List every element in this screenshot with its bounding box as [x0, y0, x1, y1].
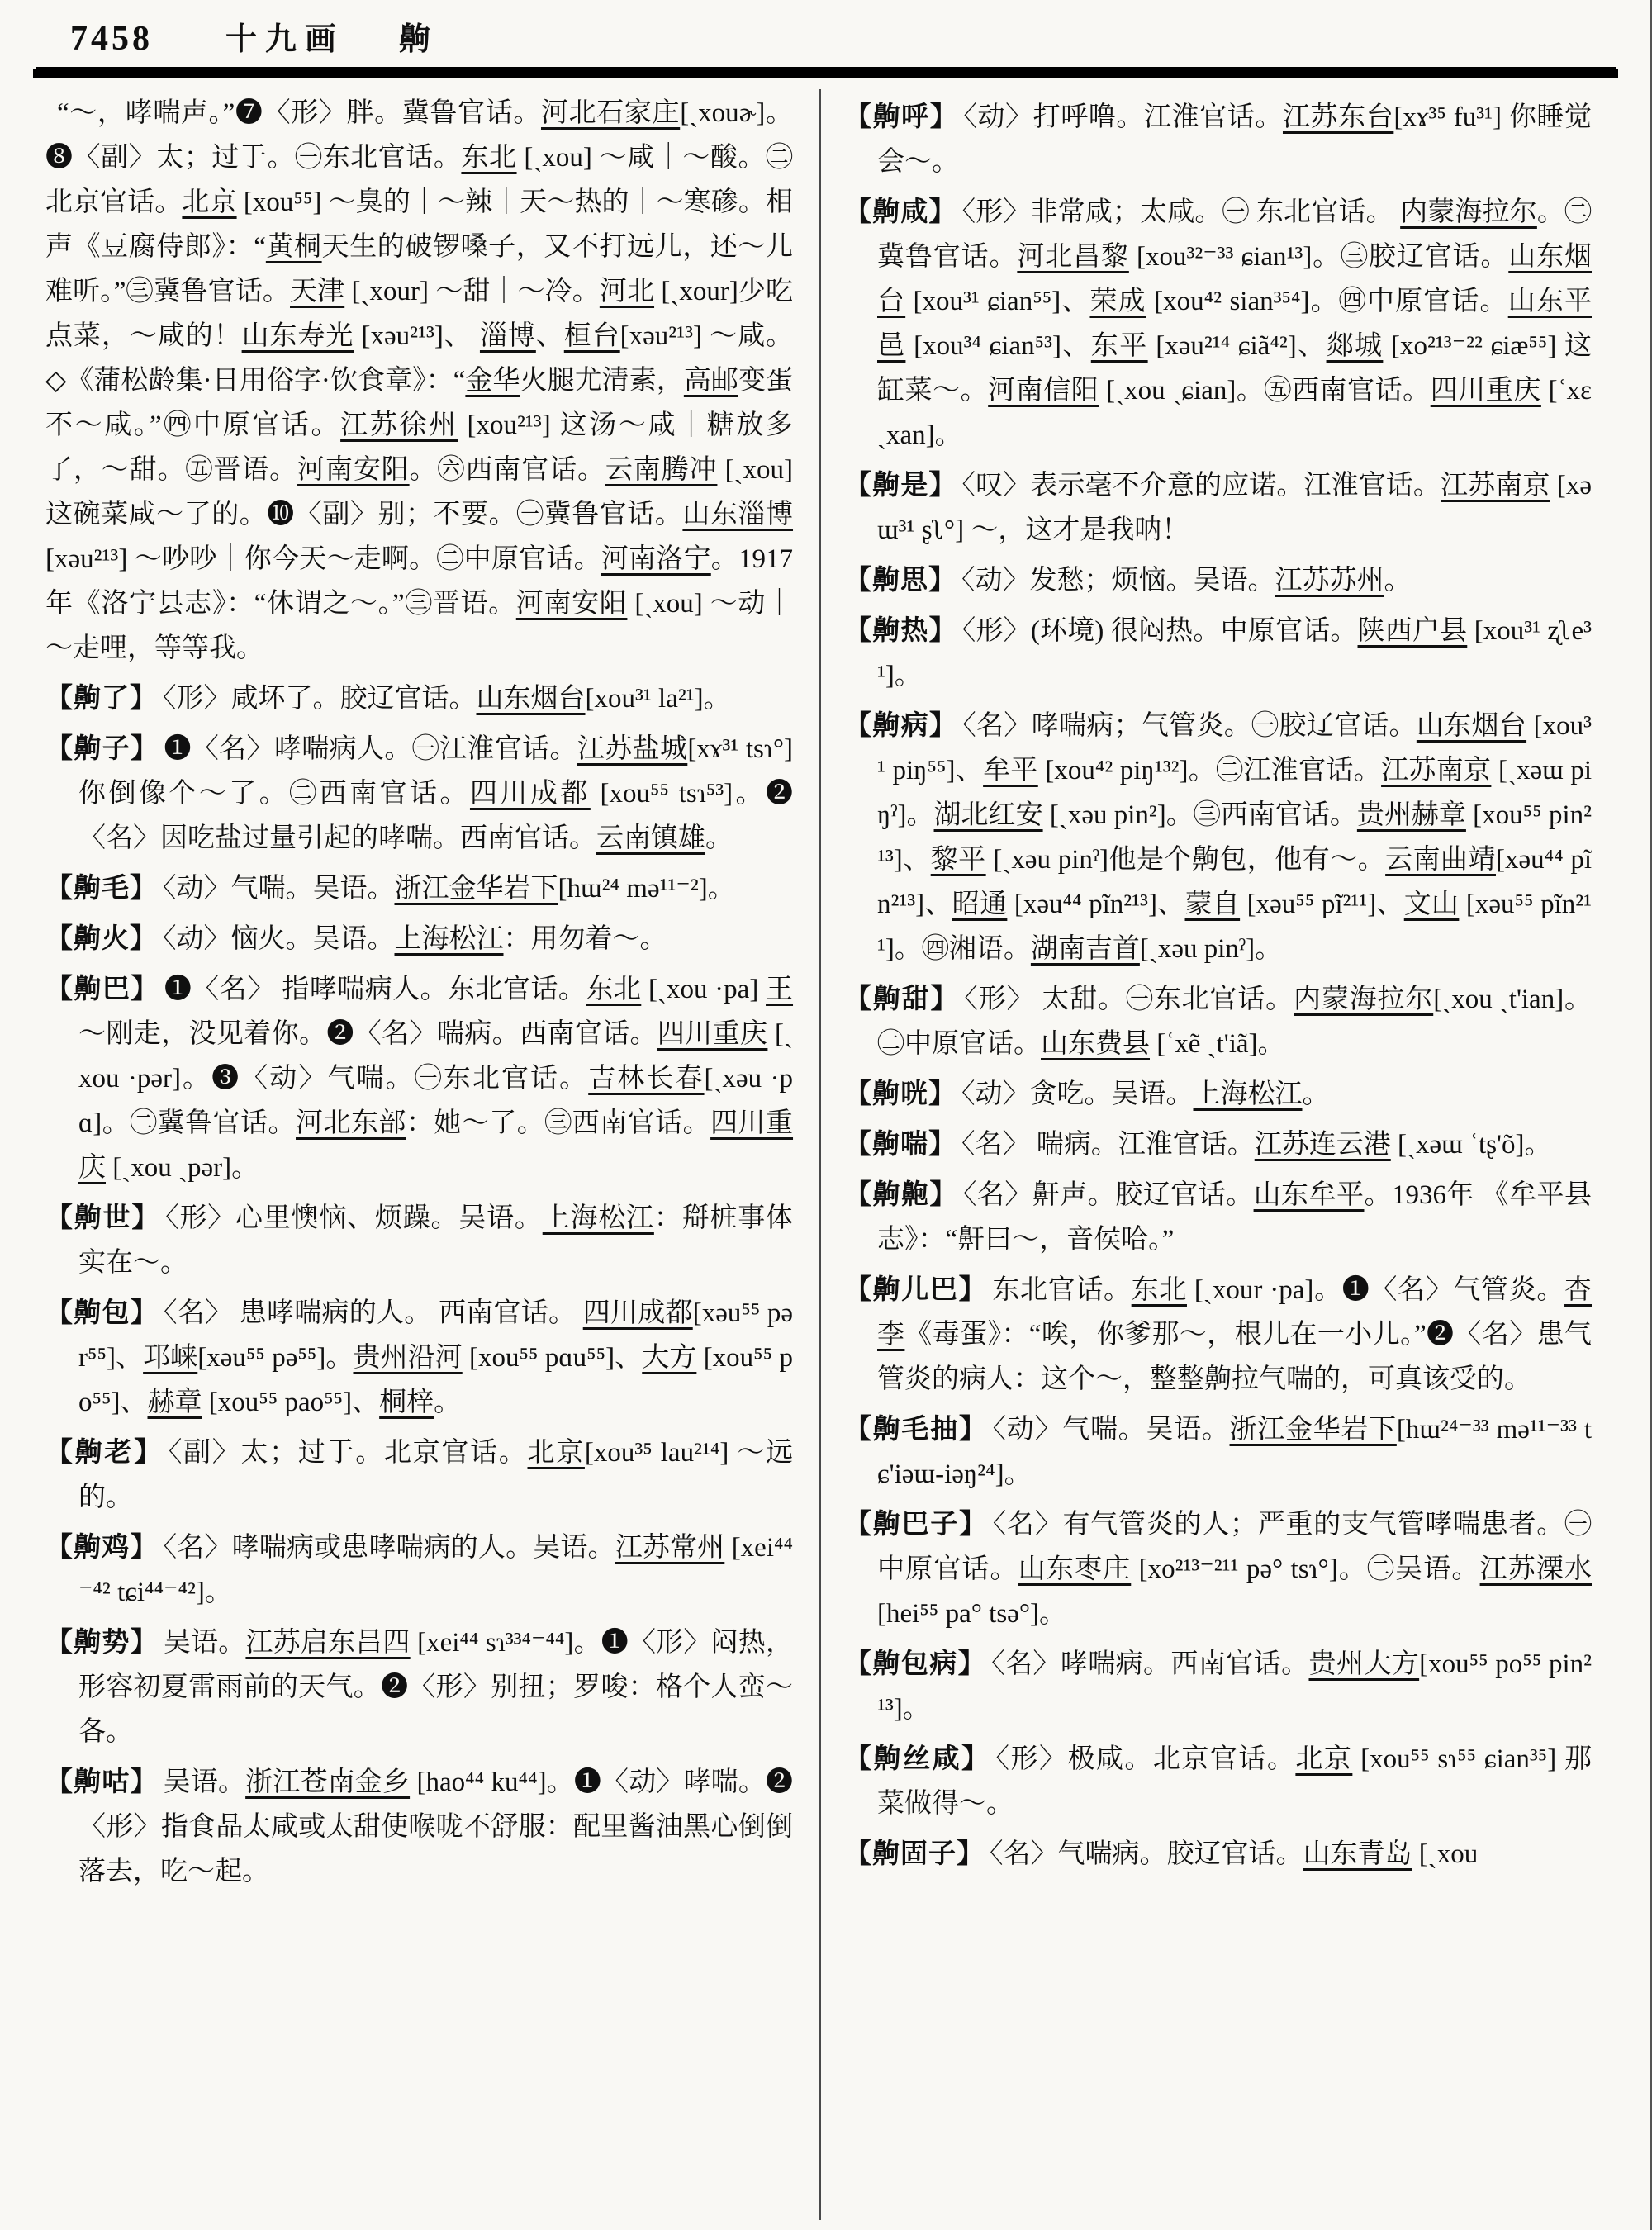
page-header	[0, 0, 1650, 59]
entry-headword: 【齁鸡】	[45, 1533, 159, 1563]
place-name: 云南腾冲	[605, 455, 718, 485]
entry-headword: 【齁热】	[844, 616, 957, 646]
dict-entry: 【齁老】 〈副〉太；过于。北京官话。北京[xou³⁵ lau²¹⁴] ～远的。	[45, 1438, 794, 1512]
entry-headword: 【齁喘】	[844, 1130, 957, 1160]
place-name: 河南安阳	[297, 455, 410, 485]
entry-headword: 【齁咕】	[45, 1767, 159, 1797]
entry-headword: 【齁咸】	[844, 197, 957, 227]
place-name: 北京	[527, 1438, 585, 1468]
place-name: 河北东部	[296, 1108, 406, 1138]
place-name: 上海松江	[394, 924, 504, 954]
dict-entry: 【齁咕】 吴语。浙江苍南金乡 [hao⁴⁴ ku⁴⁴]。❶〈动〉哮喘。❷〈形〉指食品太咸或太甜使喉咙不舒服：配里酱油黑心倒倒落去，吃～起。	[45, 1767, 794, 1886]
entry-headword: 【齁子】	[45, 734, 159, 764]
place-name: 山东烟台	[1416, 711, 1527, 741]
place-name: 赫章	[147, 1388, 202, 1417]
dict-entry-continuation: “～，哮喘声。”❼〈形〉胖。冀鲁官话。河北石家庄[ˏxouɚ]。❽〈副〉太；过于。㊀东北官话。东北 [ˏxou] ～咸｜～酸。㊁北京官话。北京 [xou⁵⁵] ～臭的｜～辣｜天～热的｜～寒碜。相声《豆腐侍郎》：“黄桐天生的破锣嗓子，又不打远儿，还～儿难听。”㊂冀鲁官话。天津 [ˏxour] ～甜｜～冷。河北 [ˏxour]少吃点菜，～咸的！山东寿光 [xəu²¹³]、 淄博、桓台[xəu²¹³] ～咸。◇《蒲松龄集·日用俗字·饮食章》：“金华火腿尤清素，高邮变蛋不～咸。”㊃中原官话。江苏徐州 [xou²¹³] 这汤～咸｜糖放多了，～甜。㊄晋语。河南安阳。㊅西南官话。云南腾冲 [ˏxou] 这碗菜咸～了的。❿〈副〉别；不要。㊀冀鲁官话。山东淄博 [xəu²¹³] ～吵吵｜你今天～走啊。㊁中原官话。河南洛宁。1917年《洛宁县志》：“休谓之～。”㊂晋语。河南安阳 [ˏxou] ～动｜～走哩，等等我。	[45, 98, 794, 663]
place-name: 江苏启东吕四	[245, 1628, 411, 1658]
place-name: 昭通	[952, 890, 1008, 919]
stroke-section-label: 十九画	[225, 22, 345, 57]
dict-entry: 【齁了】 〈形〉咸坏了。胶辽官话。山东烟台[xou³¹ la²¹]。	[45, 684, 731, 714]
dict-entry: 【齁咣】 〈动〉贪吃。吴语。上海松江。	[844, 1079, 1330, 1109]
place-name: 山东烟台	[476, 684, 586, 714]
place-name: 江苏东台	[1282, 102, 1394, 132]
place-name: 江苏溧水	[1479, 1554, 1592, 1584]
place-name: 内蒙海拉尔	[1400, 197, 1537, 227]
place-name: 桓台	[563, 321, 620, 351]
place-name: 江苏苏州	[1275, 566, 1384, 595]
dict-entry: 【齁病】 〈名〉哮喘病；气管炎。㊀胶辽官话。山东烟台 [xou³¹ piŋ⁵⁵]、牟平 [xou⁴² piŋ¹³²]。㊁江淮官话。江苏南京 [ˏxəɯ piŋˀ]。湖北红安 [ˏxəu pin²]。㊂西南官话。贵州赫章 [xou⁵⁵ pin²¹³]、黎平 [ˏxəu pinˀ]他是个齁包，他有～。云南曲靖[xəu⁴⁴ pĩn²¹³]、昭通 [xəu⁴⁴ pĩn²¹³]、蒙自 [xəu⁵⁵ pĩ²¹¹]、文山 [xəu⁵⁵ pĩn²¹¹]。㊃湘语。湖南吉首[ˏxəu pinˀ]。	[844, 711, 1592, 964]
place-name: 江苏南京	[1441, 471, 1550, 501]
entry-headword: 【齁呼】	[844, 102, 959, 132]
entry-headword: 【齁儿巴】	[844, 1275, 988, 1305]
place-name: 山东烟台	[877, 242, 1592, 316]
dict-entry: 【齁毛抽】 〈动〉气喘。吴语。浙江金华岩下[hɯ²⁴⁻³³ mə¹¹⁻³³ tɕ'iəɯ-iəŋ²⁴]。	[844, 1415, 1592, 1489]
place-name: 四川重庆	[78, 1108, 794, 1183]
entry-headword: 【齁包病】	[844, 1649, 987, 1679]
header-rule	[33, 69, 1618, 78]
dict-entry: 【齁包】 〈名〉 患哮喘病的人。 西南官话。 四川成都[xəu⁵⁵ pər⁵⁵]、邛崃[xəu⁵⁵ pə⁵⁵]。贵州沿河 [xou⁵⁵ pɑu⁵⁵]、大方 [xou⁵⁵ po⁵⁵]、赫章 [xou⁵⁵ pao⁵⁵]、桐梓。	[45, 1298, 794, 1417]
dict-entry: 【齁咸】 〈形〉非常咸；太咸。㊀ 东北官话。 内蒙海拉尔。㊁冀鲁官话。河北昌黎 [xou³²⁻³³ ɕian¹³]。㊂胶辽官话。山东烟台 [xou³¹ ɕian⁵⁵]、荣成 [xou⁴² sian³⁵⁴]。㊃中原官话。山东平邑 [xou³⁴ ɕian⁵³]、东平 [xəu²¹⁴ ɕiã⁴²]、郯城 [xo²¹³⁻²² ɕiæ⁵⁵] 这缸菜～。河南信阳 [ˏxou ˏɕian]。㊄西南官话。四川重庆 [ʿxɛ ˏxan]。	[844, 197, 1592, 450]
place-name: 山东枣庄	[1018, 1554, 1132, 1584]
place-name: 牟平	[983, 756, 1038, 785]
place-name: 湖北红安	[933, 800, 1043, 830]
dict-entry: 【齁热】 〈形〉(环境) 很闷热。中原官话。陕西户县 [xou³¹ ʐʅe³¹]。	[844, 616, 1592, 690]
dict-entry: 【齁喘】 〈名〉 喘病。江淮官话。江苏连云港 [ˏxəɯ ʿtʂ'õ]。	[844, 1130, 1552, 1160]
place-name: 黎平	[930, 845, 986, 875]
place-name: 高邮	[683, 366, 738, 396]
place-name: 江苏南京	[1381, 756, 1492, 785]
place-name: 贵州大方	[1308, 1649, 1420, 1679]
entry-headword: 【齁思】	[844, 566, 957, 595]
place-name: 陕西户县	[1357, 616, 1468, 646]
place-name: 湖南吉首	[1030, 934, 1140, 964]
place-name: 河北石家庄	[540, 98, 681, 128]
place-name: 郯城	[1326, 331, 1384, 361]
entry-headword: 【齁甜】	[844, 985, 960, 1014]
entry-headword: 【齁巴】	[45, 975, 159, 1004]
dict-entry: 【齁势】 吴语。江苏启东吕四 [xei⁴⁴ sɿ³³⁴⁻⁴⁴]。❶〈形〉闷热，形容初夏雷雨前的天气。❷〈形〉别扭；罗唆：格个人蛮～各。	[45, 1628, 794, 1747]
dict-entry: 【齁呼】 〈动〉打呼噜。江淮官话。江苏东台[xɤ³⁵ fu³¹] 你睡觉会～。	[844, 102, 1592, 177]
place-name: 文山	[1403, 890, 1460, 919]
place-name: 蒙自	[1184, 890, 1241, 919]
place-name: 山东牟平	[1253, 1180, 1365, 1210]
place-name: 淄博	[479, 321, 536, 351]
entry-headword: 【齁火】	[45, 924, 158, 954]
entry-headword: 【齁咣】	[844, 1079, 957, 1109]
section-character: 齁	[399, 22, 431, 57]
place-name: 贵州沿河	[353, 1343, 463, 1373]
place-name: 四川重庆	[657, 1019, 768, 1049]
entry-headword: 【齁巴子】	[844, 1510, 988, 1540]
place-name: 江苏盐城	[577, 734, 688, 764]
dict-entry: 【齁儿巴】 东北官话。东北 [ˏxour ·pa]。❶〈名〉气管炎。杏李《毒蛋》：“唉，你爹那～，根儿在一小儿。”❷〈名〉患气管炎的病人：这个～，整整齁拉气喘的，可真该受的。	[844, 1275, 1592, 1394]
place-name: 四川成都	[582, 1298, 693, 1328]
entry-headword: 【齁丝咸】	[844, 1744, 991, 1774]
place-name: 桐梓	[379, 1388, 434, 1417]
dict-entry: 【齁䶌】 〈名〉鼾声。胶辽官话。山东牟平。1936年 《牟平县志》：“鼾曰～，音侯哈。”	[844, 1180, 1592, 1255]
place-name: 内蒙海拉尔	[1294, 985, 1434, 1014]
place-name: 江苏常州	[615, 1533, 725, 1563]
place-name: 东北	[1131, 1275, 1187, 1305]
place-name: 上海松江	[542, 1203, 654, 1233]
dict-entry: 【齁甜】 〈形〉 太甜。㊀东北官话。内蒙海拉尔[ˏxou ˏt'ian]。㊁中原官话。山东费县 [ʿxẽ ˏt'iã]。	[844, 985, 1592, 1059]
entry-headword: 【齁病】	[844, 711, 958, 741]
entry-headword: 【齁世】	[45, 1203, 161, 1233]
place-name: 四川成都	[469, 779, 591, 809]
place-name: 东北	[461, 143, 517, 173]
dict-entry: 【齁丝咸】 〈形〉极咸。北京官话。北京 [xou⁵⁵ sɿ⁵⁵ ɕian³⁵] 那菜做得～。	[844, 1744, 1592, 1819]
dict-entry: 【齁鸡】 〈名〉哮喘病或患哮喘病的人。吴语。江苏常州 [xei⁴⁴⁻⁴² tɕi⁴⁴⁻⁴²]。	[45, 1533, 794, 1607]
place-name: 天津	[290, 277, 345, 306]
place-name: 山东费县	[1041, 1029, 1150, 1059]
entry-headword: 【齁固子】	[844, 1839, 985, 1869]
entry-headword: 【齁老】	[45, 1438, 164, 1468]
dict-entry: 【齁固子】 〈名〉气喘病。胶辽官话。山东青岛 [ˏxou	[844, 1839, 1479, 1869]
page-number: 7458	[70, 20, 153, 58]
dict-entry: 【齁巴】 ❶〈名〉 指哮喘病人。东北官话。东北 [ˏxou ·pa] 王～刚走，没见着你。❷〈名〉喘病。西南官话。四川重庆 [ˏxou ·pər]。❸〈动〉气喘。㊀东北官话。吉林长春[ˏxəu ·pɑ]。㊁冀鲁官话。河北东部：她～了。㊂西南官话。四川重庆 [ˏxou ˏpər]。	[45, 975, 794, 1183]
place-name: 东北	[586, 975, 642, 1004]
entry-headword: 【齁了】	[45, 684, 158, 714]
place-name: 吉林长春	[588, 1064, 705, 1094]
place-name: 大方	[642, 1343, 697, 1373]
place-name: 山东青岛	[1303, 1839, 1412, 1869]
place-name: 黄桐	[265, 232, 322, 262]
place-name: 山东平邑	[877, 287, 1592, 361]
dict-entry: 【齁火】 〈动〉恼火。吴语。上海松江：用勿着～。	[45, 924, 667, 954]
dict-entry: 【齁思】 〈动〉发愁；烦恼。吴语。江苏苏州。	[844, 566, 1412, 595]
place-name: 王	[766, 975, 794, 1004]
left-column	[45, 89, 819, 2220]
place-name: 云南镇雄	[596, 823, 705, 853]
dict-entry: 【齁包病】 〈名〉哮喘病。西南官话。贵州大方[xou⁵⁵ po⁵⁵ pin²¹³]。	[844, 1649, 1592, 1724]
place-name: 邛崃	[143, 1343, 198, 1373]
entry-headword: 【齁势】	[45, 1628, 159, 1658]
place-name: 山东淄博	[682, 500, 794, 529]
place-name: 四川重庆	[1430, 376, 1541, 406]
place-name: 金华	[465, 366, 520, 396]
dict-entry: 【齁子】 ❶〈名〉哮喘病人。㊀江淮官话。江苏盐城[xɤ³¹ tsɿ°] 你倒像个～了。㊁西南官话。四川成都 [xou⁵⁵ tsɿ⁵³]。❷〈名〉因吃盐过量引起的哮喘。西南官话。云南镇雄。	[45, 734, 794, 853]
place-name: 江苏连云港	[1254, 1130, 1391, 1160]
entry-headword: 【齁是】	[844, 471, 957, 501]
place-name: 北京	[182, 187, 237, 217]
place-name: 浙江金华岩下	[1229, 1415, 1397, 1445]
dict-entry: 【齁世】 〈形〉心里懊恼、烦躁。吴语。上海松江：搿桩事体实在～。	[45, 1203, 794, 1278]
place-name: 河北	[599, 277, 655, 306]
right-column	[819, 89, 1592, 2220]
place-name: 贵州赫章	[1356, 800, 1466, 830]
place-name: 杏李	[877, 1275, 1592, 1350]
place-name: 河南洛宁	[601, 544, 711, 574]
dict-entry: 【齁巴子】 〈名〉有气管炎的人；严重的支气管哮喘患者。㊀中原官话。山东枣庄 [xo²¹³⁻²¹¹ pə° tsɿ°]。㊁吴语。江苏溧水 [hei⁵⁵ pa° tsə°]。	[844, 1510, 1592, 1629]
place-name: 云南曲靖	[1385, 845, 1496, 875]
place-name: 东平	[1090, 331, 1148, 361]
place-name: 北京	[1295, 1744, 1353, 1774]
place-name: 山东寿光	[241, 321, 354, 351]
place-name: 江苏徐州	[340, 410, 458, 440]
place-name: 河南安阳	[515, 589, 628, 619]
place-name: 河南信阳	[988, 376, 1099, 406]
place-name: 浙江金华岩下	[394, 874, 558, 904]
place-name: 荣成	[1089, 287, 1146, 316]
place-name: 河北昌黎	[1017, 242, 1129, 272]
entry-headword: 【齁毛抽】	[844, 1415, 988, 1445]
entry-headword: 【齁包】	[45, 1298, 159, 1328]
entry-headword: 【齁䶌】	[844, 1180, 958, 1210]
place-name: 上海松江	[1193, 1079, 1303, 1109]
dictionary-columns	[0, 78, 1650, 2220]
dict-entry: 【齁毛】 〈动〉气喘。吴语。浙江金华岩下[hɯ²⁴ mə¹¹⁻²]。	[45, 874, 735, 904]
dict-entry: 【齁是】 〈叹〉表示毫不介意的应诺。江淮官话。江苏南京 [xəɯ³¹ ʂʅ°] ～，这才是我呐！	[844, 471, 1592, 545]
place-name: 浙江苍南金乡	[245, 1767, 411, 1797]
entry-headword: 【齁毛】	[45, 874, 158, 904]
